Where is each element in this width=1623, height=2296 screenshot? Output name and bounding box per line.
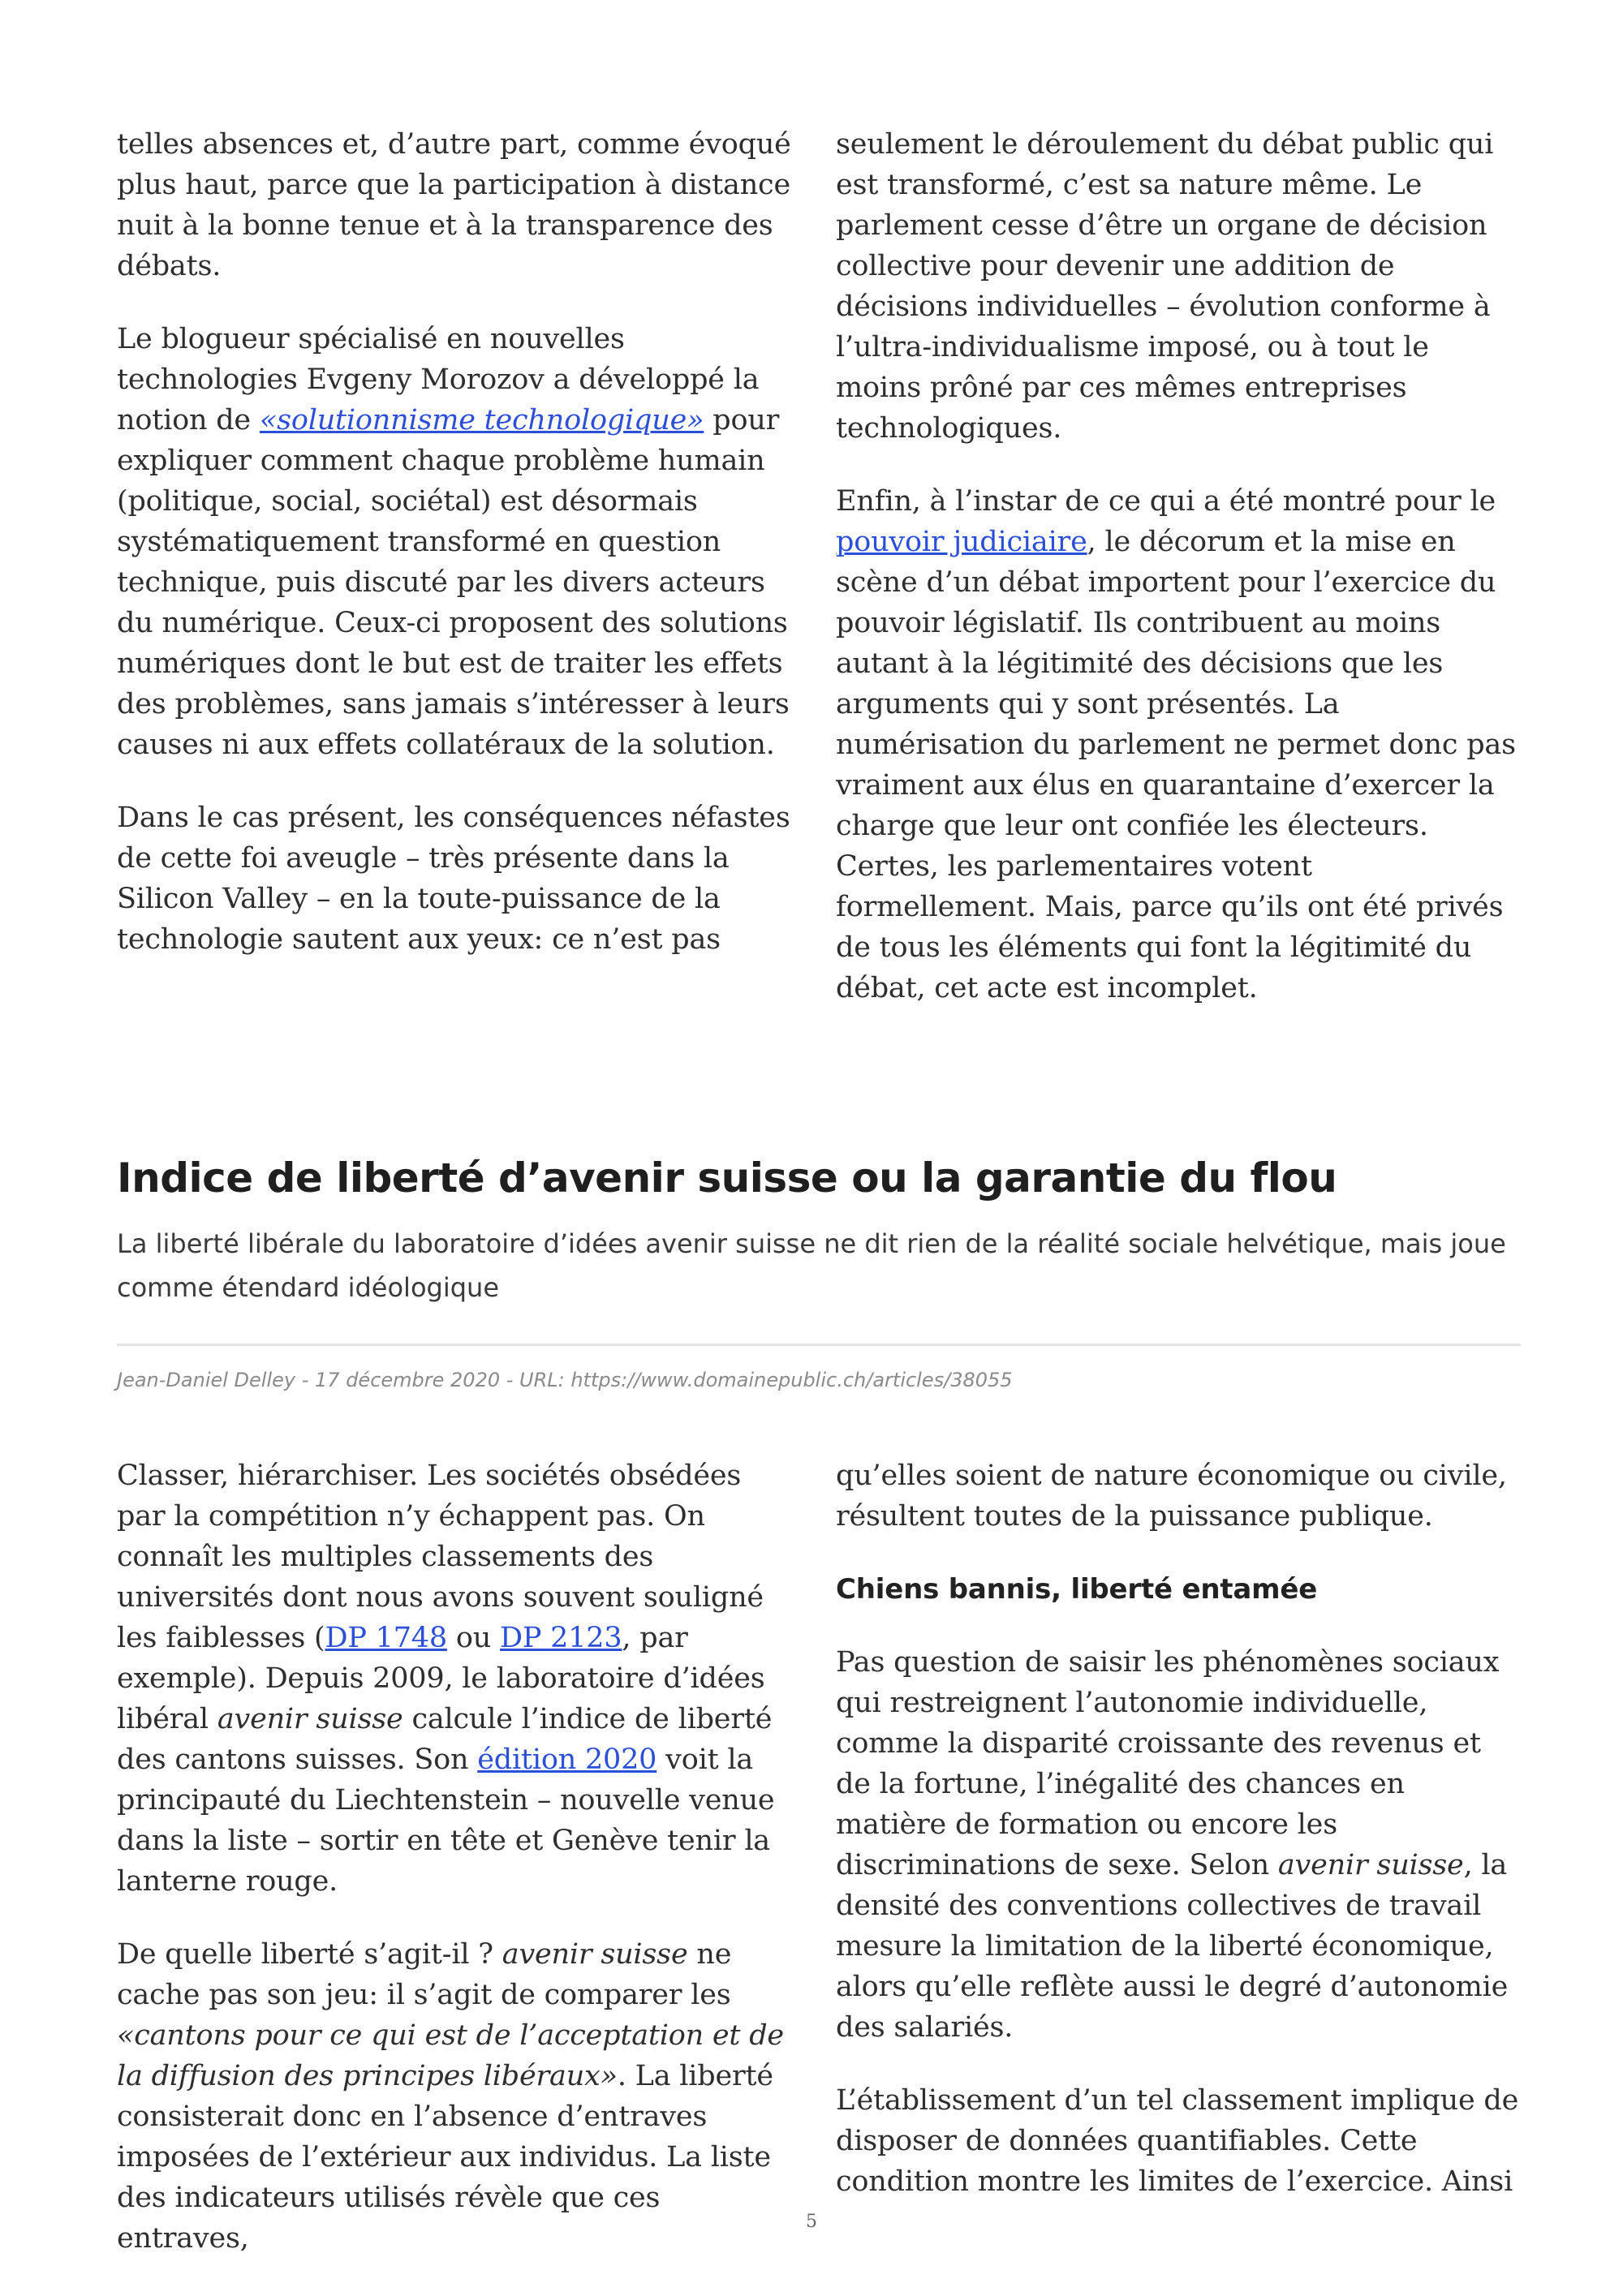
article-byline: Jean-Daniel Delley - 17 décembre 2020 - URL: https://www.domainepublic.ch/articles/38055 (117, 1369, 1013, 1391)
dp-1748-link[interactable]: DP 1748 (325, 1622, 447, 1654)
solutionnisme-link[interactable]: «solutionnisme technologique» (259, 404, 704, 436)
edition-2020-link[interactable]: édition 2020 (477, 1743, 657, 1776)
paragraph: L’établissement d’un tel classement implique de disposer de données quantifiables. Cette condition montre les limites de l’exercice. Ainsi (836, 2084, 1519, 2198)
paragraph: Classer, hiérarchiser. Les sociétés obsédées par la compétition n’y échappent pas. On connaît les multiples classements des universités dont nous avons souvent souligné les faiblesses (DP 1748 ou DP 2123, par exemple). Depuis 2009, le laboratoire d’idées libéral avenir suisse calcule l’indice de liberté des cantons suisses. Son édition 2020 voit la principauté du Liechtenstein – nouvelle venue dans la liste – sortir en tête et Genève tenir la lanterne rouge. (117, 1460, 775, 1898)
paragraph: Dans le cas présent, les conséquences néfastes de cette foi aveugle – très présente dans la Silicon Valley – en la toute-puissance de la technologie sautent aux yeux: ce n’est pas (117, 802, 790, 956)
article2-left-column (117, 1455, 797, 2259)
paragraph: Enfin, à l’instar de ce qui a été montré pour le pouvoir judiciaire, le décorum et la mise en scène d’un débat importent pour l’exercice du pouvoir législatif. Ils contribuent au moins autant à la légitimité des décisions que les arguments qui y sont présentés. La numérisation du parlement ne permet donc pas vraiment aux élus en quarantaine d’exercer la charge que leur ont confiée les électeurs. Certes, les parlementaires votent formellement. Mais, parce qu’ils ont été privés de tous les éléments qui font la légitimité du débat, cet acte est incomplet. (836, 485, 1516, 1004)
section-heading: Chiens bannis, liberté entamée (836, 1573, 1318, 1606)
paragraph: telles absences et, d’autre part, comme évoqué plus haut, parce que la participation à distance nuit à la bonne tenue et à la transparence des débats. (117, 128, 791, 282)
paragraph: De quelle liberté s’agit-il ? avenir suisse ne cache pas son jeu: il s’agit de comparer les «cantons pour ce qui est de l’acceptation et de la diffusion des principes libéraux». La liberté consisterait donc en l’absence d’entraves imposées de l’extérieur aux individus. La liste des indicateurs utilisés révèle que ces entraves, (117, 1938, 784, 2255)
article1-right-column (836, 124, 1518, 1008)
paragraph: seulement le déroulement du débat public qui est transformé, c’est sa nature même. Le parlement cesse d’être un organe de décision collective pour devenir une addition de décisions individuelles – évolution conforme à l’ultra-individualisme imposé, ou à tout le moins prôné par ces mêmes entreprises technologiques. (836, 128, 1494, 445)
dp-2123-link[interactable]: DP 2123 (500, 1622, 622, 1654)
paragraph: qu’elles soient de nature économique ou civile, résultent toutes de la puissance publique. (836, 1460, 1507, 1533)
paragraph: Pas question de saisir les phénomènes sociaux qui restreignent l’autonomie individuelle, comme la disparité croissante des revenus et de la fortune, l’inégalité des chances en matière de formation ou encore les discriminations de sexe. Selon avenir suisse, la densité des conventions collectives de travail mesure la limitation de la liberté économique, alors qu’elle reflète aussi le degré d’autonomie des salariés. (836, 1646, 1509, 2044)
article-title: Indice de liberté d’avenir suisse ou la garantie du flou (117, 1154, 1337, 1202)
paragraph: Le blogueur spécialisé en nouvelles technologies Evgeny Morozov a développé la notion de «solutionnisme technologique» pour expliquer comment chaque problème humain (politique, social, sociétal) est désormais systématiquement transformé en question technique, puis discuté par les divers acteurs du numérique. Ceux-ci proposent des solutions numériques dont le but est de traiter les effets des problèmes, sans jamais s’intéresser à leurs causes ni aux effets collatéraux de la solution. (117, 323, 790, 761)
article-subtitle: La liberté libérale du laboratoire d’idées avenir suisse ne dit rien de la réalité sociale helvétique, mais joue comme étendard idéologique (117, 1228, 1506, 1303)
article2-right-column (836, 1455, 1522, 2202)
divider (117, 1344, 1521, 1346)
pouvoir-judiciaire-link[interactable]: pouvoir judiciaire (836, 526, 1087, 558)
page-number: 5 (806, 2212, 817, 2232)
article1-left-column (117, 124, 797, 960)
